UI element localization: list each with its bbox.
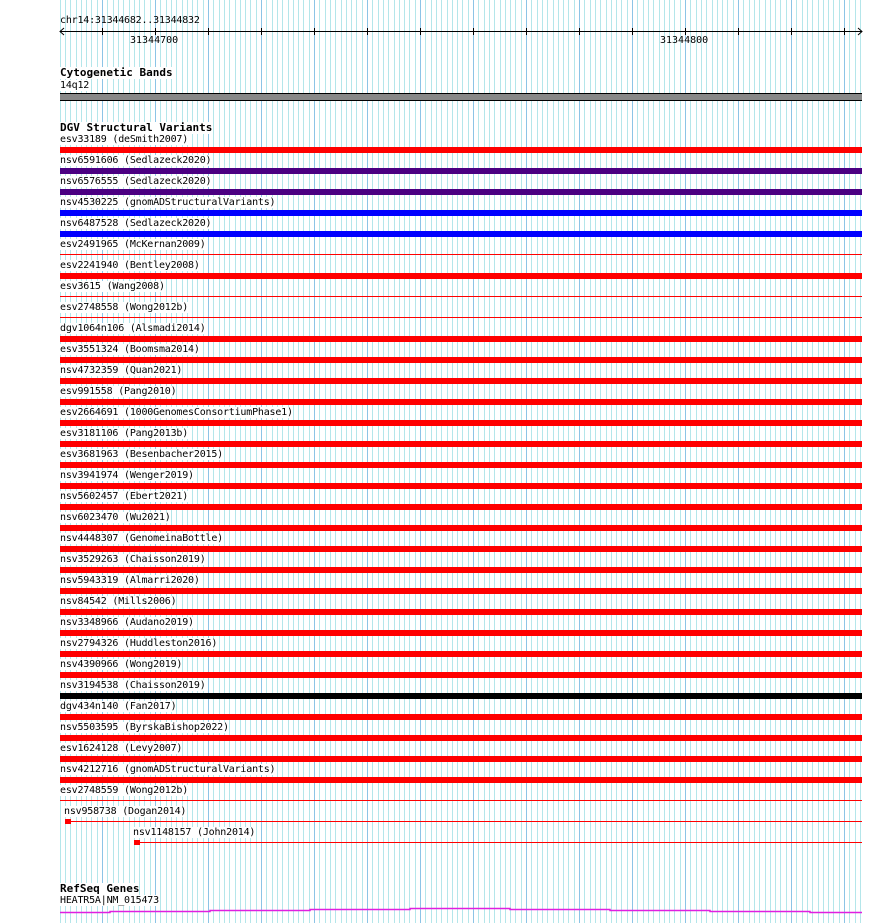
variant-bar[interactable] bbox=[60, 210, 862, 216]
variant-label: nsv3194538 (Chaisson2019) bbox=[60, 680, 206, 691]
variant-label: nsv4530225 (gnomADStructuralVariants) bbox=[60, 197, 276, 208]
cytoband-bar[interactable] bbox=[60, 93, 862, 101]
variant-line[interactable] bbox=[71, 821, 862, 822]
ruler-tick-label: 31344700 bbox=[130, 35, 179, 46]
variant-label: nsv4448307 (GenomeinaBottle) bbox=[60, 533, 223, 544]
variant-label: esv991558 (Pang2010) bbox=[60, 386, 177, 397]
variant-label: nsv4212716 (gnomADStructuralVariants) bbox=[60, 764, 276, 775]
variant-label: nsv3348966 (Audano2019) bbox=[60, 617, 194, 628]
variant-label: esv2241940 (Bentley2008) bbox=[60, 260, 200, 271]
variant-label: nsv4390966 (Wong2019) bbox=[60, 659, 183, 670]
variant-bar[interactable] bbox=[60, 756, 862, 762]
variant-bar[interactable] bbox=[60, 525, 862, 531]
variant-label: esv3681963 (Besenbacher2015) bbox=[60, 449, 223, 460]
variant-bar[interactable] bbox=[60, 357, 862, 363]
variant-bar[interactable] bbox=[60, 168, 862, 174]
variant-bar[interactable] bbox=[60, 231, 862, 237]
variant-bar[interactable] bbox=[60, 735, 862, 741]
variant-label: nsv1148157 (John2014) bbox=[133, 827, 256, 838]
variant-bar[interactable] bbox=[60, 336, 862, 342]
variant-bar[interactable] bbox=[60, 504, 862, 510]
dgv-track-title: DGV Structural Variants bbox=[60, 121, 213, 134]
cytoband-band-label: 14q12 bbox=[60, 80, 90, 91]
variant-label: nsv5503595 (ByrskaBishop2022) bbox=[60, 722, 229, 733]
variant-bar[interactable] bbox=[60, 672, 862, 678]
variant-label: nsv6023470 (Wu2021) bbox=[60, 512, 171, 523]
variant-bar[interactable] bbox=[60, 693, 862, 699]
variant-bar[interactable] bbox=[60, 567, 862, 573]
variant-label: dgv1064n106 (Alsmadi2014) bbox=[60, 323, 206, 334]
variant-line[interactable] bbox=[60, 254, 862, 255]
refseq-gene-line[interactable] bbox=[0, 900, 890, 920]
variant-label: esv3551324 (Boomsma2014) bbox=[60, 344, 200, 355]
variant-bar[interactable] bbox=[60, 147, 862, 153]
variant-bar[interactable] bbox=[60, 399, 862, 405]
variant-label: esv1624128 (Levy2007) bbox=[60, 743, 183, 754]
variant-label: nsv5943319 (Almarri2020) bbox=[60, 575, 200, 586]
variant-label: nsv958738 (Dogan2014) bbox=[64, 806, 187, 817]
variant-label: esv2664691 (1000GenomesConsortiumPhase1) bbox=[60, 407, 293, 418]
location-label: chr14:31344682..31344832 bbox=[60, 15, 200, 26]
variant-bar[interactable] bbox=[60, 420, 862, 426]
variant-label: esv3615 (Wang2008) bbox=[60, 281, 165, 292]
variant-label: esv2748559 (Wong2012b) bbox=[60, 785, 189, 796]
variant-bar[interactable] bbox=[60, 630, 862, 636]
variant-bar[interactable] bbox=[60, 483, 862, 489]
variant-bar[interactable] bbox=[60, 588, 862, 594]
variant-bar[interactable] bbox=[60, 189, 862, 195]
variant-line[interactable] bbox=[60, 800, 862, 801]
ruler-tick-label: 31344800 bbox=[660, 35, 709, 46]
variant-label: nsv5602457 (Ebert2021) bbox=[60, 491, 189, 502]
variant-bar[interactable] bbox=[60, 441, 862, 447]
refseq-gene-label: HEATR5A|NM_015473 bbox=[60, 895, 159, 906]
variant-label: nsv6576555 (Sedlazeck2020) bbox=[60, 176, 212, 187]
refseq-track-title: RefSeq Genes bbox=[60, 882, 140, 895]
variant-label: nsv6487528 (Sedlazeck2020) bbox=[60, 218, 212, 229]
variant-label: esv3181106 (Pang2013b) bbox=[60, 428, 189, 439]
variant-label: esv2748558 (Wong2012b) bbox=[60, 302, 189, 313]
variant-bar[interactable] bbox=[60, 273, 862, 279]
variant-label: nsv2794326 (Huddleston2016) bbox=[60, 638, 218, 649]
variant-label: esv33189 (deSmith2007) bbox=[60, 134, 189, 145]
variant-label: nsv4732359 (Quan2021) bbox=[60, 365, 183, 376]
variant-label: dgv434n140 (Fan2017) bbox=[60, 701, 177, 712]
variant-label: nsv3941974 (Wenger2019) bbox=[60, 470, 194, 481]
variant-bar[interactable] bbox=[60, 378, 862, 384]
variant-bar[interactable] bbox=[60, 651, 862, 657]
variant-line[interactable] bbox=[60, 317, 862, 318]
variant-label: nsv84542 (Mills2006) bbox=[60, 596, 177, 607]
variant-label: nsv6591606 (Sedlazeck2020) bbox=[60, 155, 212, 166]
variant-bar[interactable] bbox=[60, 462, 862, 468]
cytoband-track-title: Cytogenetic Bands bbox=[60, 66, 173, 79]
variant-label: nsv3529263 (Chaisson2019) bbox=[60, 554, 206, 565]
variant-line[interactable] bbox=[60, 296, 862, 297]
variant-bar[interactable] bbox=[60, 714, 862, 720]
variant-bar[interactable] bbox=[60, 777, 862, 783]
variant-label: esv2491965 (McKernan2009) bbox=[60, 239, 206, 250]
variant-bar[interactable] bbox=[60, 609, 862, 615]
variant-line[interactable] bbox=[140, 842, 862, 843]
variant-bar[interactable] bbox=[60, 546, 862, 552]
